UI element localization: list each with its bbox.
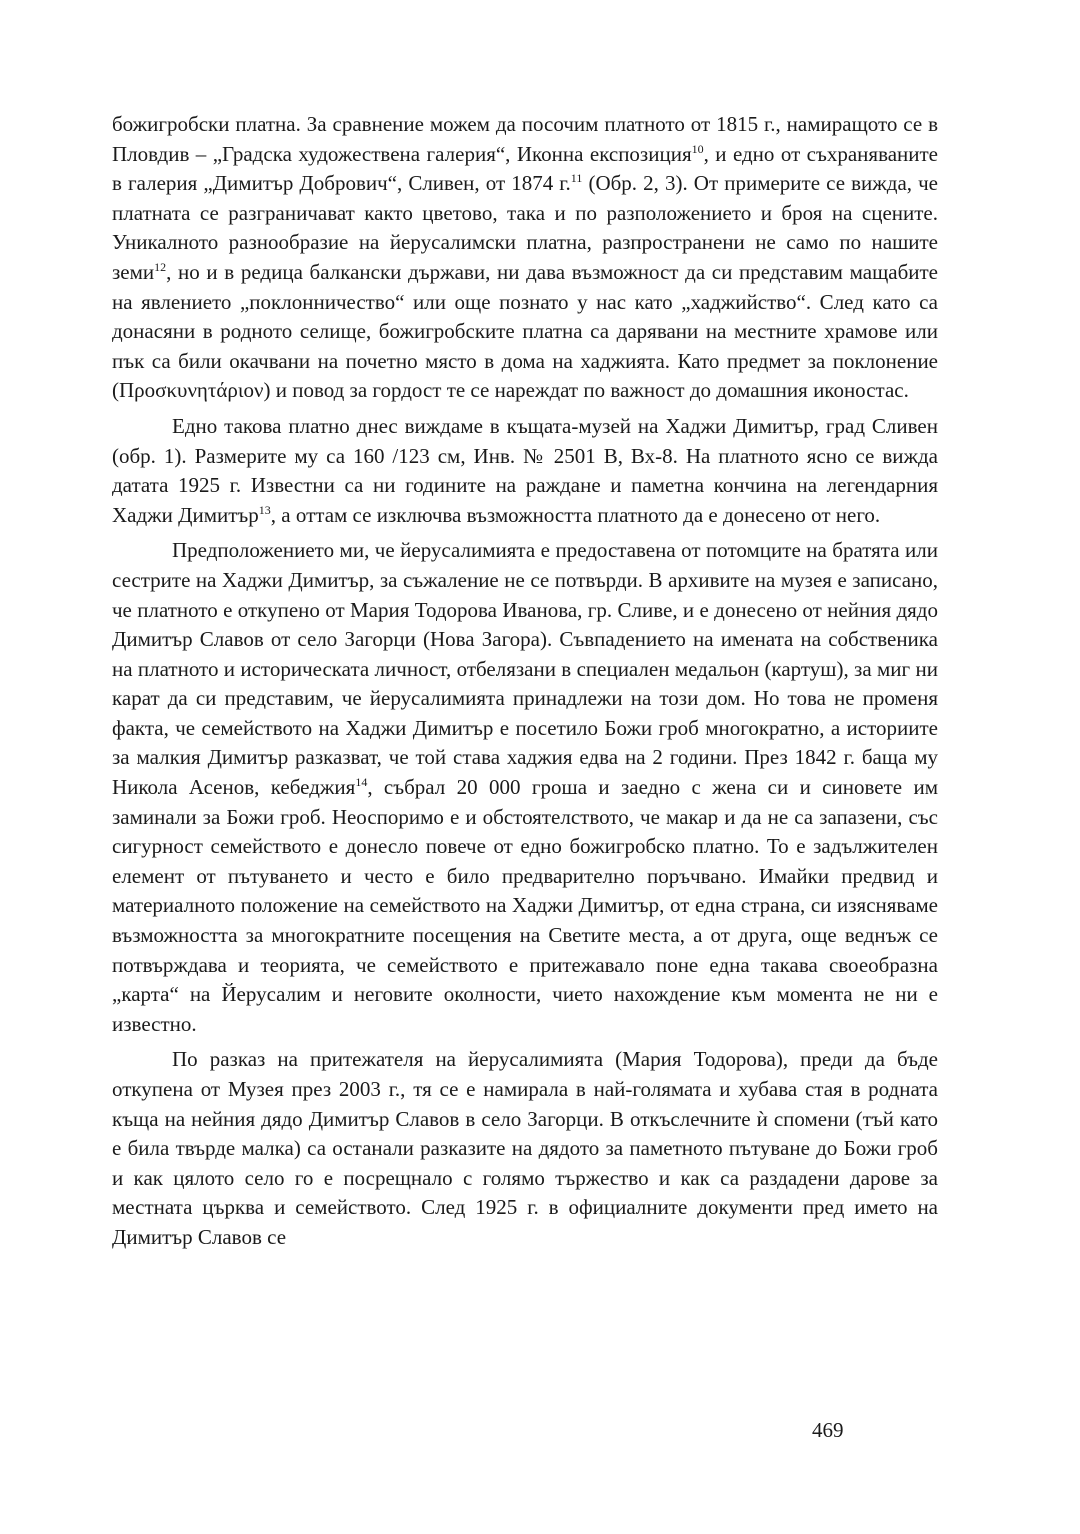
footnote-ref-13: 13 — [258, 502, 271, 517]
paragraph-text: божигробски платна. За сравнение можем да посочим платното от 1815 г., намиращото се в Пловдив – „Градска художествена галерия“, Иконна експозиция — [112, 112, 938, 166]
footnote-ref-14: 14 — [355, 775, 368, 790]
paragraph-2 — [112, 412, 938, 530]
footnote-ref-10: 10 — [691, 141, 704, 156]
footnote-ref-12: 12 — [154, 259, 167, 274]
paragraph-1 — [112, 110, 938, 406]
paragraph-text: Предположението ми, че йерусалимията е предоставена от потомците на братята или сестрите на Хаджи Димитър, за съжаление не се потвърди. В архивите на музея е записано, че платното е откупено от Мария Тодорова Иванова, гр. Сливе, и е донесено от нейния дядо Димитър Славов от село Загорци (Нова Загора). Съвпадението на имената на собственика на платното и историческата личност, отбелязани в специален медальон (картуш), за миг ни карат да си представим, че йерусалимията принадлежи на този дом. Но това не променя факта, че семейството на Хаджи Димитър е посетило Божи гроб многократно, а историите за малкия Димитър разказват, че той става хаджия едва на 2 години. През 1842 г. баща му Никола Асенов, кебеджия — [112, 538, 938, 800]
paragraph-text: , но и в редица балкански държави, ни дава възможност да си представим мащабите на явлението „поклонничество“ или още познато у нас като „хаджийство“. След като са донасяни в родното селище, божигробските платна са дарявани на местните храмове или пък са били окачвани на почетно място в дома на хаджията. Като предмет за поклонение (Προσκυνητάριον) и повод за гордост те се нареждат по важност до домашния иконостас. — [112, 259, 938, 403]
paragraph-text: По разказ на притежателя на йерусалимията (Мария Тодорова), преди да бъде откупена от Музея през 2003 г., тя се е намирала в най-голямата и хубава стая в родната къща на нейния дядо Димитър Славов в село Загорци. В откъслечните ѝ спомени (тъй като е била твърде малка) са останали разказите на дядото за паметното пътуване до Божи гроб и как цялото село го е посрещнало с голямо тържество и как са раздадени дарове за местната църква и семейството. След 1925 г. в официалните документи пред името на Димитър Славов се — [112, 1047, 938, 1249]
paragraph-text: (Обр. 2, 3). От примерите се вижда, че платната се разграничават както цветово, така и по разположението и броя на сцените. Уникалното разнообразие на йерусалимски платна, разпространени не само по нашите земи — [112, 171, 938, 284]
page-body — [112, 110, 938, 1253]
page-number: 469 — [812, 1418, 844, 1442]
paragraph-text: Едно такова платно днес виждаме в къщата-музей на Хаджи Димитър, град Сливен (обр. 1). Размерите му са 160 /123 см, Инв. № 2501 В, Вх-8. На платното ясно се вижда датата 1925 г. Известни са ни годините на раждане и паметна кончина на легендарния Хаджи Димитър — [112, 413, 938, 527]
paragraph-3 — [112, 536, 938, 1039]
paragraph-text: , събрал 20 000 гроша и заедно с жена си и синовете им заминали за Божи гроб. Неоспоримо е и обстоятелството, че макар и да не са запазени, със сигурност семейството е донесло повече от едно божигробско платно. То е задължителен елемент от пътуването и често е било предварително поръчвано. Имайки предвид и материалното положение на семейството на Хаджи Димитър, от една страна, си изясняваме възможността за многократните посещения на Светите места, а от друга, още веднъж се потвърждава и теорията, че семейството е притежавало поне една такава своеобразна „карта“ на Йерусалим и неговите околности, чието нахождение към момента не ни е известно. — [112, 775, 938, 1036]
paragraph-4 — [112, 1045, 938, 1252]
paragraph-text: , и едно от съхраняваните в галерия „Димитър Добрович“, Сливен, от 1874 г. — [112, 141, 938, 196]
footnote-ref-11: 11 — [570, 171, 583, 186]
paragraph-text: , а оттам се изключва възможността платното да е донесено от него. — [270, 502, 881, 527]
